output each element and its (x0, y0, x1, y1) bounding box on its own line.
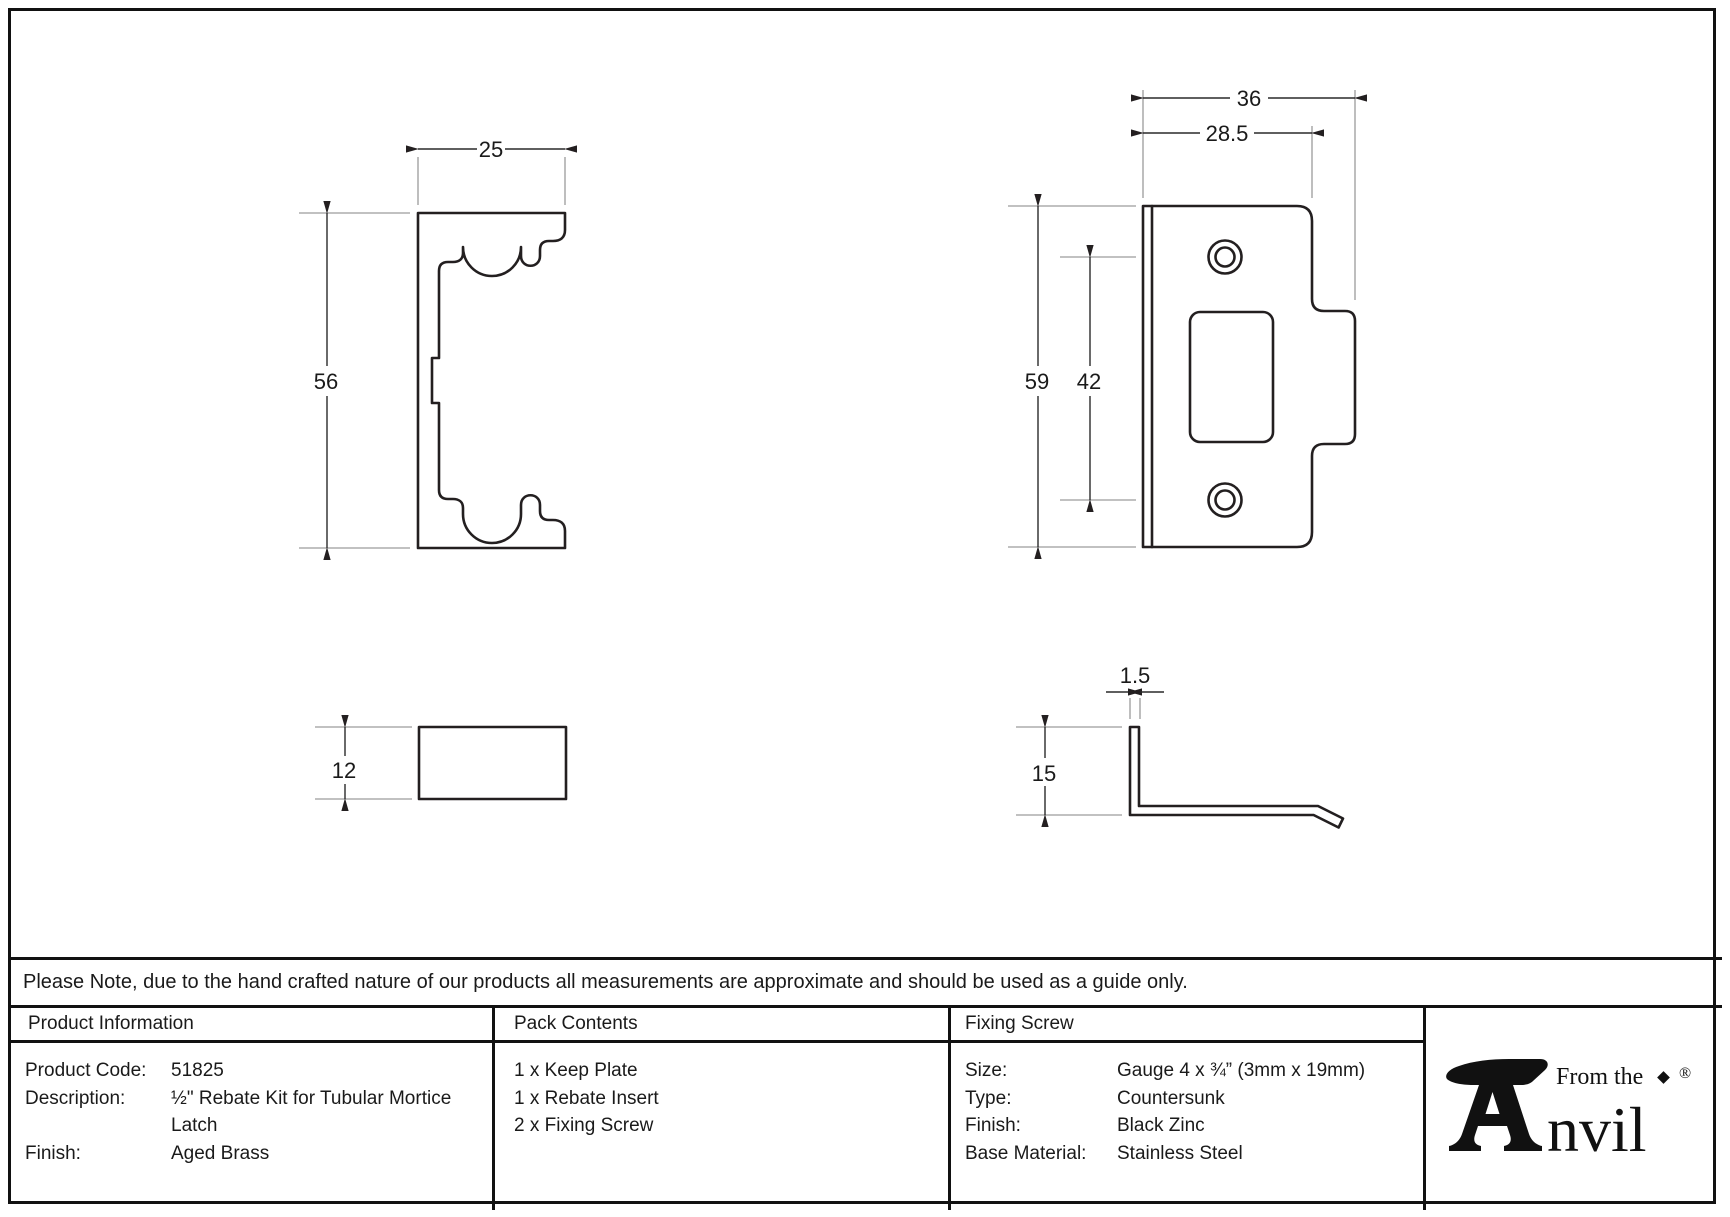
table-row (25, 1140, 480, 1168)
screw-hole-bottom-inner (1216, 491, 1235, 510)
pack-contents-cell (514, 1057, 934, 1140)
pack-item: 1 x Keep Plate (514, 1060, 638, 1081)
pack-item: 2 x Fixing Screw (514, 1115, 654, 1136)
table-row (965, 1057, 1420, 1085)
base-material-label: Base Material: (965, 1142, 1087, 1164)
dim-insert-width: 25 (478, 137, 504, 162)
product-code-value: 51825 (171, 1060, 224, 1081)
screw-size-value: Gauge 4 x ¾” (3mm x 19mm) (1117, 1060, 1366, 1081)
diamond-icon (1657, 1071, 1670, 1084)
divider-col1 (492, 1005, 495, 1210)
dim-keep-height: 59 (1024, 369, 1050, 394)
screw-finish-value: Black Zinc (1117, 1115, 1205, 1136)
header-product-information: Product Information (28, 1013, 194, 1034)
finish-value: Aged Brass (171, 1142, 270, 1164)
from-the-anvil-logo (1443, 1052, 1705, 1164)
screw-hole-top (1209, 241, 1242, 274)
keep-plate-side-view (1016, 663, 1343, 828)
divider-col2 (948, 1005, 951, 1210)
header-pack-contents: Pack Contents (514, 1013, 638, 1034)
dim-insert-thickness: 12 (331, 758, 357, 783)
rebate-insert-side-profile (419, 727, 566, 799)
description-value: ½" Rebate Kit for Tubular Mortice Latch (171, 1087, 452, 1136)
rebate-insert-profile (418, 213, 565, 548)
base-material-value: Stainless Steel (1117, 1142, 1243, 1164)
dim-keep-hole-spacing: 42 (1076, 369, 1102, 394)
anvil-icon (1446, 1059, 1548, 1151)
pack-item: 1 x Rebate Insert (514, 1087, 659, 1109)
screw-type-value: Countersunk (1117, 1087, 1225, 1109)
table-row (965, 1140, 1420, 1168)
table-row (965, 1085, 1420, 1113)
header-fixing-screw: Fixing Screw (965, 1013, 1074, 1034)
table-row (25, 1085, 480, 1140)
finish-label: Finish: (25, 1142, 81, 1164)
rebate-insert-side-view (315, 727, 566, 799)
screw-type-label: Type: (965, 1087, 1012, 1109)
keep-plate-side-profile (1130, 727, 1343, 828)
screw-hole-bottom (1209, 484, 1242, 517)
table-row (965, 1112, 1420, 1140)
screw-hole-top-inner (1216, 248, 1235, 267)
description-label: Description: (25, 1087, 126, 1109)
screw-finish-label: Finish: (965, 1115, 1021, 1136)
table-row (25, 1057, 480, 1085)
logo-wordmark: nvil (1547, 1093, 1647, 1164)
dim-keep-thickness: 1.5 (1119, 663, 1151, 688)
keep-plate-outline (1143, 206, 1355, 547)
screw-size-label: Size: (965, 1060, 1008, 1081)
logo-tagline: From the (1556, 1063, 1644, 1090)
product-information-cell (25, 1057, 480, 1167)
dim-keep-overall-width: 36 (1236, 86, 1262, 111)
keep-plate-front-view (1008, 86, 1355, 547)
dim-keep-plate-width: 28.5 (1205, 121, 1249, 146)
dim-insert-height: 56 (313, 369, 339, 394)
note-bar (8, 957, 1722, 1005)
dim-keep-lip-height: 15 (1031, 761, 1057, 786)
latch-cutout (1190, 312, 1273, 442)
registered-trademark-icon: ® (1679, 1064, 1692, 1082)
product-code-label: Product Code: (25, 1060, 147, 1081)
note-text: Please Note, due to the hand crafted nature of our products all measurements are approximate and should be used as a guide only. (23, 971, 1188, 993)
brand-logo-cell (1426, 1008, 1722, 1207)
rebate-insert-front-view (299, 137, 565, 548)
fixing-screw-cell (965, 1057, 1420, 1167)
